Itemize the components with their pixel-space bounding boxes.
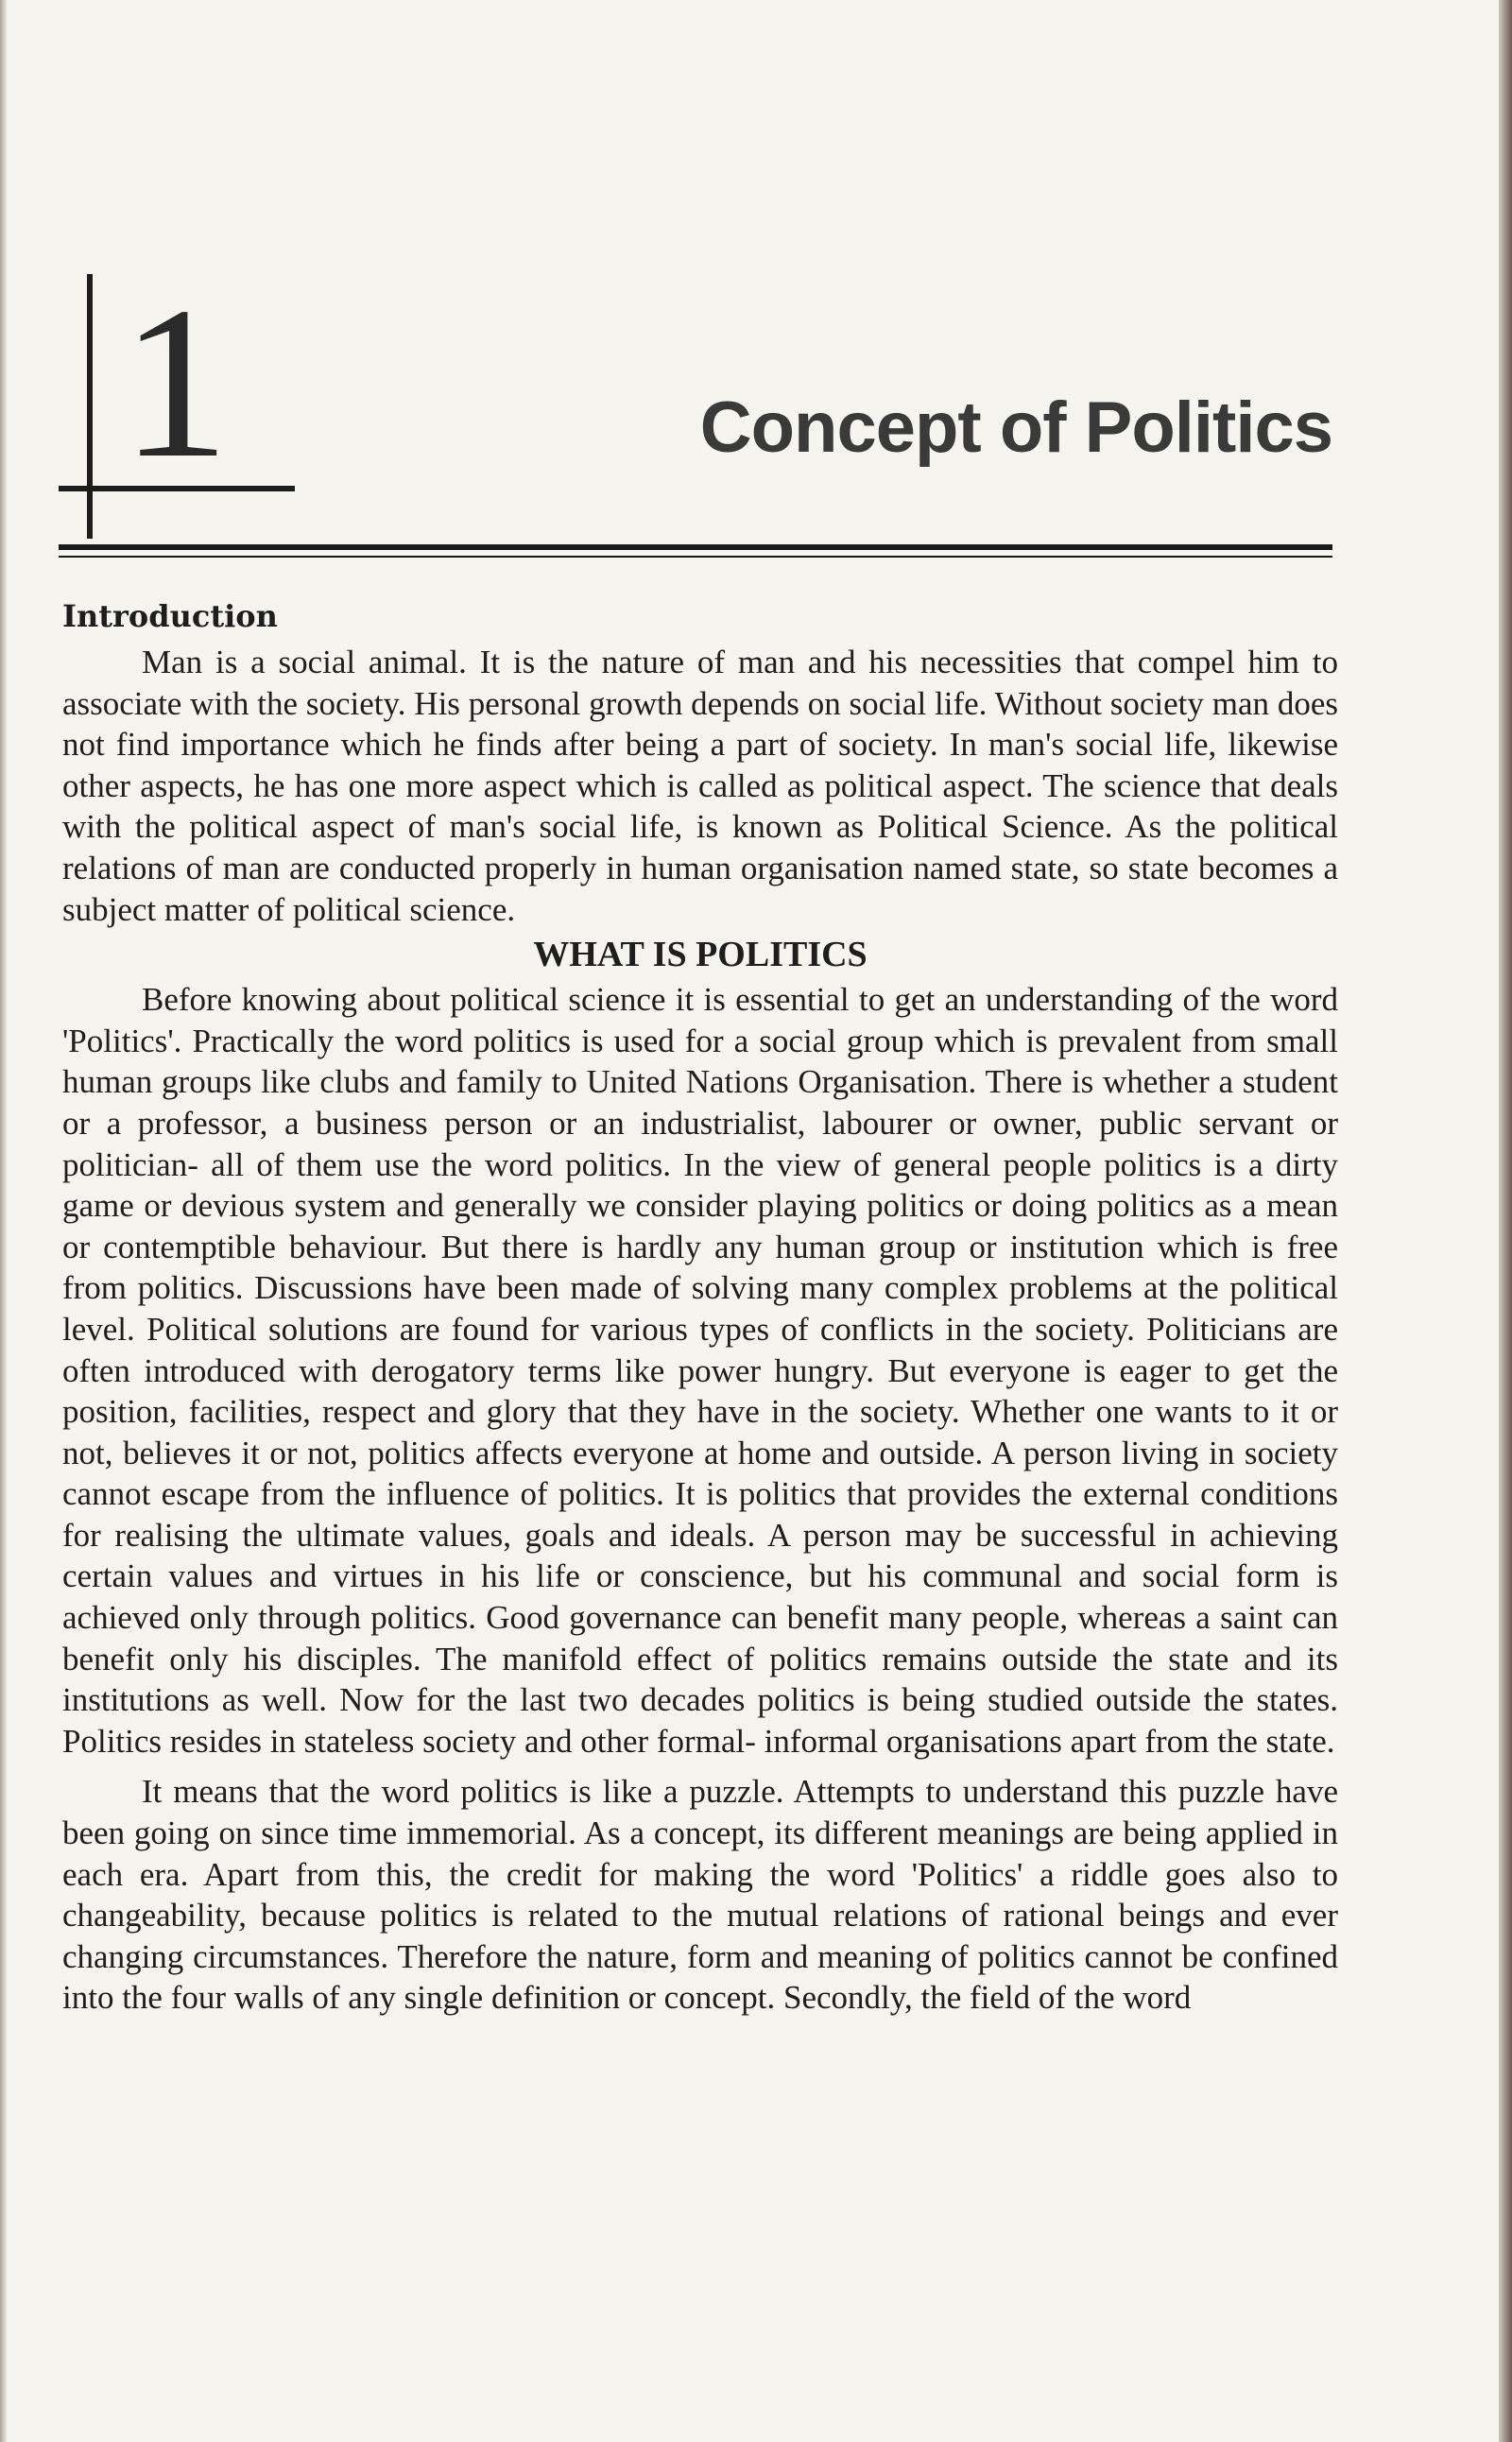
chapter-number: 1	[121, 262, 230, 503]
chapter-marker-vertical-line	[87, 274, 93, 539]
page-shadow-right	[1499, 0, 1512, 2442]
body-text	[62, 591, 1338, 2019]
header-rule-thick	[59, 544, 1332, 550]
section-paragraph-1: Before knowing about political science it is essential to get an understanding of the word 'Politics'. Practically the word politics is used for a social group which is prevalent from small human groups like clubs and family to United Nations Organisation. There is whether a student or a professor, a business person or an industrialist, labourer or owner, public servant or politician- all of them use the word politics. In the view of general people politics is a dirty game or devious system and generally we consider playing politics or doing politics as a mean or contemptible behaviour. But there is hardly any human group or institution which is free from politics. Discussions have been made of solving many complex problems at the political level. Political solutions are found for various types of conflicts in the society. Politicians are often introduced with derogatory terms like power hungry. But everyone is eager to get the position, facilities, respect and glory that they have in the society. Whether one wants to it or not, believes it or not, politics affects everyone at home and outside. A person living in society cannot escape from the influence of politics. It is politics that provides the external conditions for realising the ultimate values, goals and ideals. A person may be successful in achieving certain values and virtues in his life or conscience, but his communal and social form is achieved only through politics. Good governance can benefit many people, whereas a saint can benefit only his disciples. The manifold effect of politics remains outside the state and its institutions as well. Now for the last two decades politics is being studied outside the states. Politics resides in stateless society and other formal- informal organisations apart from the state.	[62, 981, 1338, 1760]
page-shadow-left	[0, 0, 8, 2442]
section-paragraph-2: It means that the word politics is like a puzzle. Attempts to understand this puzzle have been going on since time immemorial. As a concept, its different meanings are being applied in each era. Apart from this, the credit for making the word 'Politics' a riddle goes also to changeability, because politics is related to the mutual relations of rational beings and ever changing circumstances. Therefore the nature, form and meaning of politics cannot be confined into the four walls of any single definition or concept. Secondly, the field of the word	[62, 1773, 1338, 2017]
section-heading: WHAT IS POLITICS	[533, 935, 868, 975]
intro-heading: Introduction	[62, 598, 278, 634]
intro-paragraph: Man is a social animal. It is the nature of man and his necessities that compel him to associate with the society. His personal growth depends on social life. Without society man does not find importance which he finds after being a part of society. In man's social life, likewise other aspects, he has one more aspect which is called as political aspect. The science that deals with the political aspect of man's social life, is known as Political Science. As the political relations of man are conducted properly in human organisation named state, so state becomes a subject matter of political science.	[62, 644, 1338, 928]
header-rule-thin	[59, 556, 1332, 558]
chapter-title: Concept of Politics	[699, 387, 1332, 468]
paragraph-gap	[62, 1762, 1338, 1771]
